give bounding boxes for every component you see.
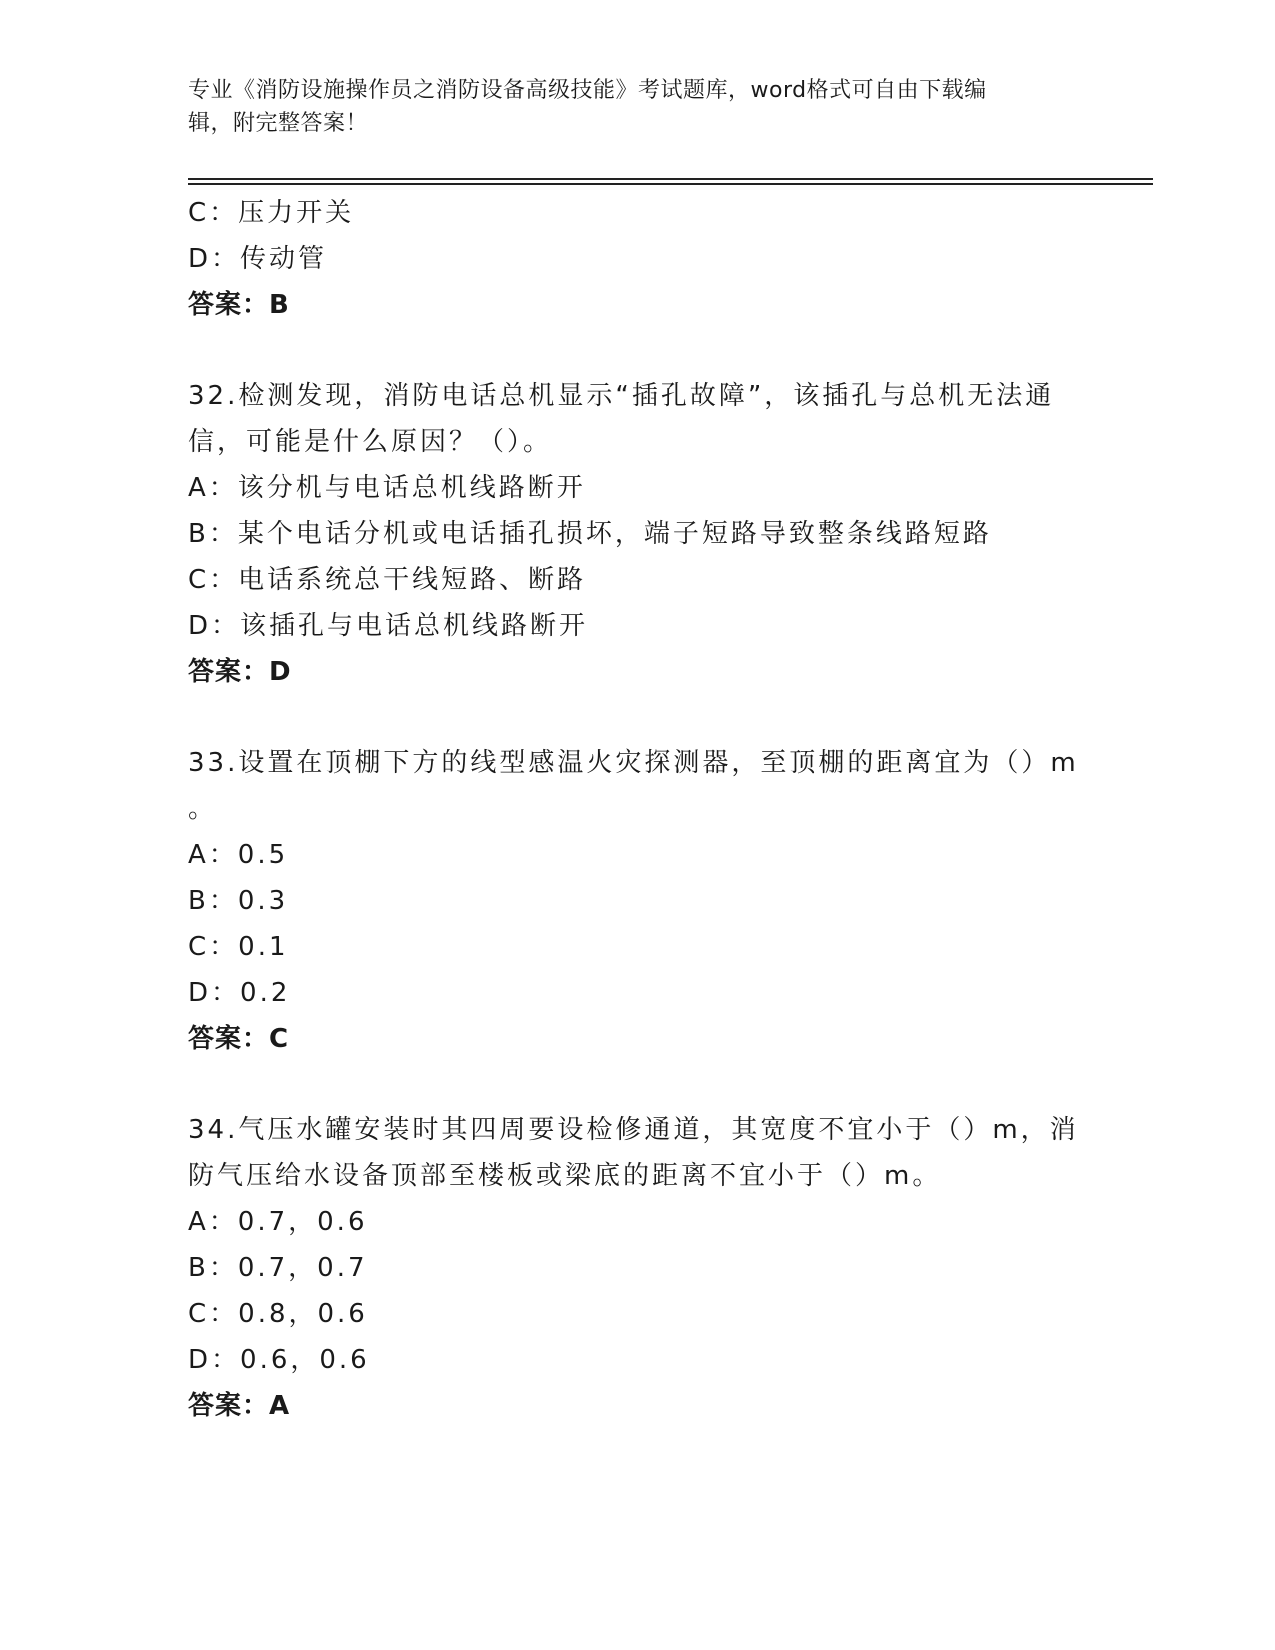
option-b: B：0.7，0.7 [188, 1253, 368, 1283]
option-c: C：电话系统总干线短路、断路 [188, 565, 587, 595]
question-stem-line-1: 33.设置在顶棚下方的线型感温火灾探测器，至顶棚的距离宜为（）m [188, 748, 1079, 778]
option-c: C：0.1 [188, 932, 289, 962]
spacer [188, 1062, 1088, 1107]
header-divider-bottom [188, 183, 1153, 185]
answer: 答案：D [188, 657, 292, 687]
document-body [188, 190, 1088, 1429]
option-c: C：0.8，0.6 [188, 1299, 368, 1329]
header-line-2: 辑，附完整答案！ [188, 111, 369, 136]
question-32 [188, 373, 1088, 695]
spacer [188, 695, 1088, 740]
answer: 答案：C [188, 1024, 290, 1054]
question-stem-line-1: 34.气压水罐安装时其四周要设检修通道，其宽度不宜小于（）m，消 [188, 1115, 1079, 1145]
option-a: A：该分机与电话总机线路断开 [188, 473, 586, 503]
question-31-tail [188, 190, 1088, 328]
option-b: B：0.3 [188, 886, 289, 916]
answer: 答案：A [188, 1391, 291, 1421]
question-34 [188, 1107, 1088, 1429]
document-header [188, 74, 1088, 140]
header-divider-top [188, 178, 1153, 180]
question-stem-line-2: 。 [188, 794, 218, 824]
option-d: D：0.6，0.6 [188, 1345, 370, 1375]
option-c: C：压力开关 [188, 198, 355, 228]
option-a: A：0.5 [188, 840, 289, 870]
question-stem-line-2: 防气压给水设备顶部至楼板或梁底的距离不宜小于（）m。 [188, 1161, 942, 1191]
answer: 答案：B [188, 290, 290, 320]
question-stem-line-1: 32.检测发现，消防电话总机显示“插孔故障”，该插孔与总机无法通 [188, 381, 1055, 411]
option-d: D：0.2 [188, 978, 291, 1008]
spacer [188, 328, 1088, 373]
option-d: D：传动管 [188, 244, 328, 274]
option-a: A：0.7，0.6 [188, 1207, 368, 1237]
option-b: B：某个电话分机或电话插孔损坏，端子短路导致整条线路短路 [188, 519, 992, 549]
question-stem-line-2: 信，可能是什么原因？（）。 [188, 427, 553, 457]
question-33 [188, 740, 1088, 1062]
header-line-1: 专业《消防设施操作员之消防设备高级技能》考试题库，word格式可自由下载编 [188, 78, 987, 103]
option-d: D：该插孔与电话总机线路断开 [188, 611, 589, 641]
